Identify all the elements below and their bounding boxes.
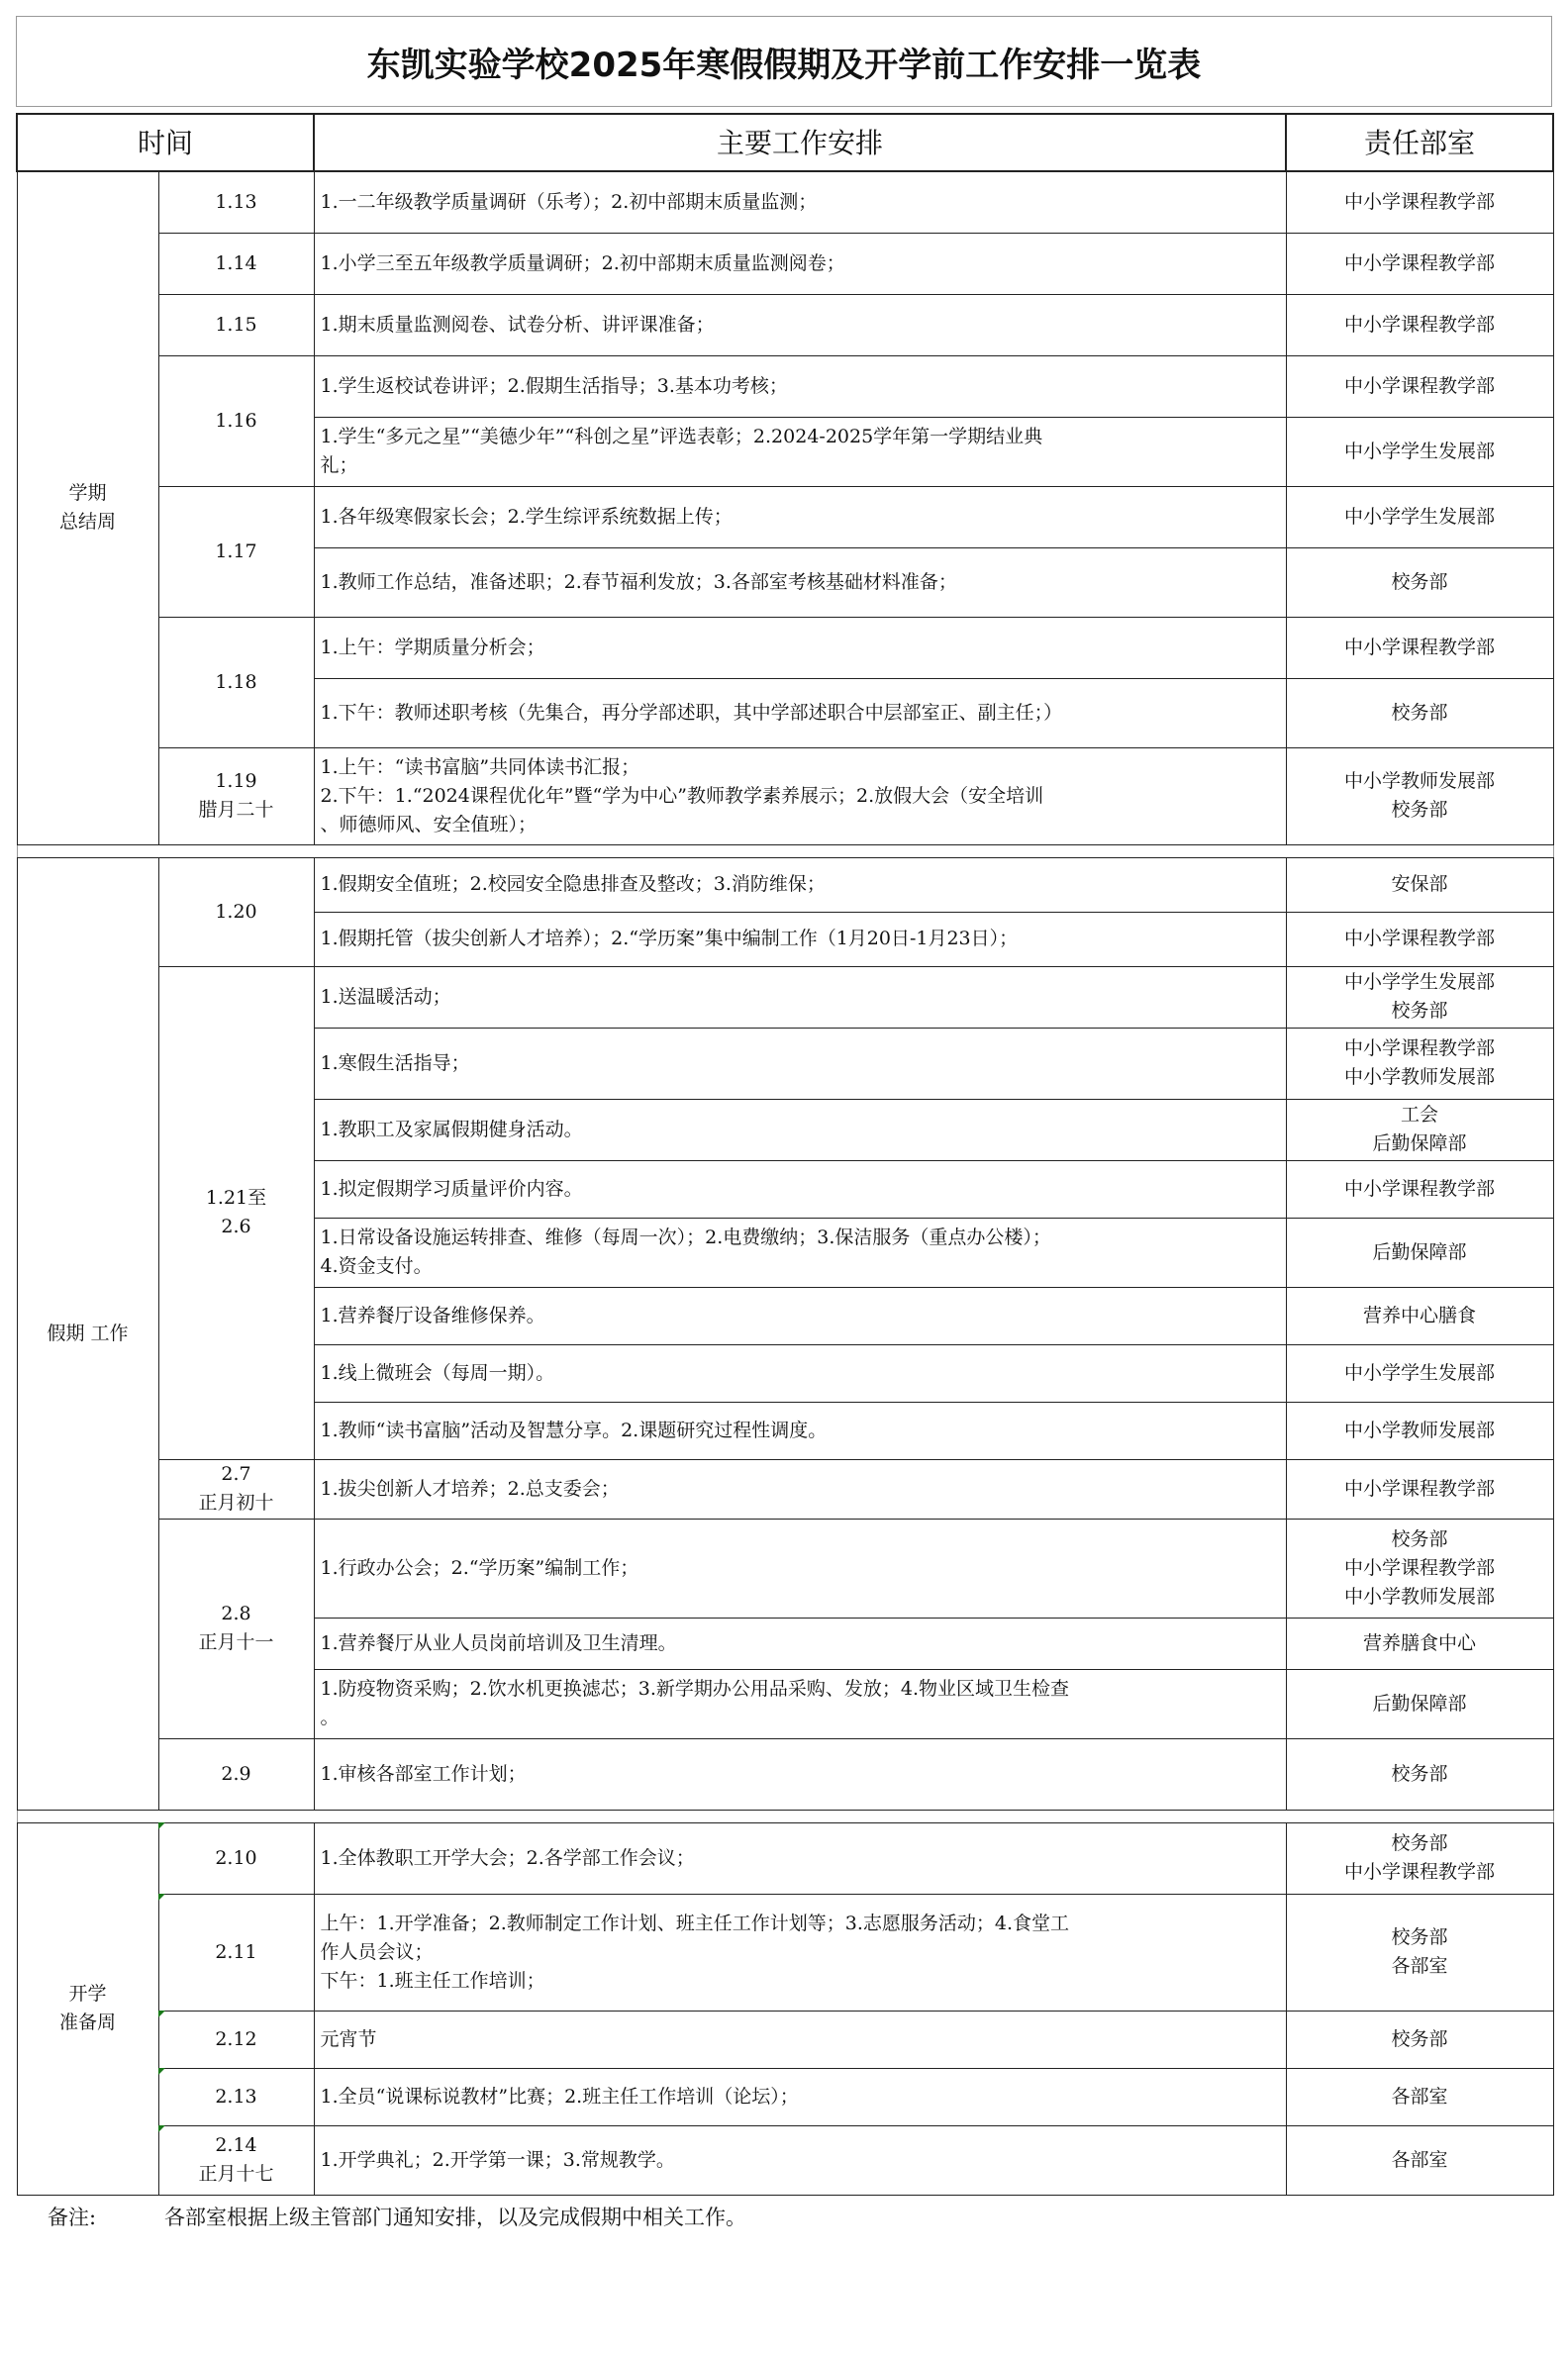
- date-cell: [158, 2011, 314, 2068]
- dept-cell: [1286, 747, 1553, 844]
- task-cell: [314, 233, 1286, 294]
- dept-cell: [1286, 417, 1553, 486]
- text-line: 1.营养餐厅从业人员岗前培训及卫生清理。: [320, 1631, 677, 1654]
- text-line: 1.小学三至五年级教学质量调研；2.初中部期末质量监测阅卷；: [320, 251, 845, 274]
- text-line: 中小学课程教学部: [1344, 313, 1496, 336]
- text-line: 1.假期安全值班；2.校园安全隐患排查及整改；3.消防维保；: [320, 873, 826, 895]
- task-cell: [314, 1669, 1286, 1738]
- text-line: 正月十七: [198, 2163, 274, 2185]
- text-line: 校务部: [1391, 1832, 1448, 1854]
- text-line: 正月十一: [198, 1631, 274, 1653]
- table-row: [17, 486, 1553, 547]
- text-line: 后勤保障部: [1372, 1692, 1467, 1715]
- task-cell: [314, 2068, 1286, 2125]
- text-line: 1.日常设备设施运转排查、维修（每周一次）；2.电费缴纳；3.保洁服务（重点办公楼）；: [320, 1227, 1051, 1248]
- text-line: 正月初十: [198, 1492, 274, 1514]
- date-cell: [158, 486, 314, 617]
- text-line: 中小学课程教学部: [1344, 636, 1496, 658]
- dept-cell: [1286, 1738, 1553, 1810]
- dept-cell: [1286, 355, 1553, 417]
- table-row: [17, 966, 1553, 1028]
- text-line: 中小学教师发展部: [1344, 1419, 1496, 1441]
- dept-cell: [1286, 171, 1553, 233]
- text-line: 2.10: [215, 1846, 257, 1869]
- dept-cell: [1286, 857, 1553, 912]
- dept-cell: [1286, 1099, 1553, 1160]
- dept-cell: [1286, 912, 1553, 966]
- text-line: 2.下午：1.“2024课程优化年”暨“学为中心”教师教学素养展示；2.放假大会（安全培训: [320, 784, 1044, 807]
- date-cell: [158, 171, 314, 233]
- text-line: 1.20: [215, 900, 257, 923]
- text-line: 后勤保障部: [1372, 1240, 1467, 1263]
- text-line: 假期 工作: [47, 1322, 129, 1344]
- table-row: [17, 294, 1553, 355]
- text-line: 1.17: [215, 540, 257, 562]
- text-line: 营养中心膳食: [1363, 1304, 1477, 1326]
- text-line: 1.14: [215, 251, 257, 274]
- table-row: [17, 1459, 1553, 1519]
- text-line: 各部室: [1391, 2085, 1448, 2108]
- text-line: 1.下午：教师述职考核（先集合，再分学部述职，其中学部述职合中层部室正、副主任；）: [320, 701, 1063, 724]
- date-cell: [158, 1519, 314, 1738]
- task-cell: [314, 857, 1286, 912]
- dept-cell: [1286, 1822, 1553, 1894]
- text-line: 2.7: [221, 1463, 251, 1485]
- task-cell: [314, 1028, 1286, 1099]
- text-line: 1.全员“说课标说教材”比赛；2.班主任工作培训（论坛）；: [320, 2085, 799, 2108]
- text-line: 上午：1.开学准备；2.教师制定工作计划、班主任工作计划等；3.志愿服务活动；4.食堂工: [320, 1912, 1070, 1934]
- text-line: 中小学教师发展部: [1344, 770, 1496, 792]
- dept-cell: [1286, 1669, 1553, 1738]
- text-line: 1.21至: [205, 1187, 267, 1209]
- dept-cell: [1286, 1344, 1553, 1402]
- dept-cell: [1286, 486, 1553, 547]
- text-line: 、师德师风、安全值班）；: [320, 813, 538, 835]
- comment-marker-icon: [158, 2011, 165, 2017]
- text-line: 1.防疫物资采购；2.饮水机更换滤芯；3.新学期办公用品采购、发放；4.物业区域卫生检查: [320, 1678, 1070, 1700]
- text-line: 中小学课程教学部: [1344, 1477, 1496, 1500]
- text-line: 校务部: [1391, 701, 1448, 724]
- task-cell: [314, 747, 1286, 844]
- task-cell: [314, 1402, 1286, 1459]
- task-cell: [314, 1822, 1286, 1894]
- text-line: 1.拔尖创新人才培养；2.总支委会；: [320, 1477, 620, 1500]
- text-line: 1.学生返校试卷讲评；2.假期生活指导；3.基本功考核；: [320, 374, 788, 397]
- task-cell: [314, 1218, 1286, 1287]
- date-cell: [158, 747, 314, 844]
- date-cell: [158, 355, 314, 486]
- text-line: 中小学课程教学部: [1344, 374, 1496, 397]
- text-line: 校务部: [1391, 1000, 1448, 1022]
- text-line: 校务部: [1391, 799, 1448, 821]
- table-row: [17, 1738, 1553, 1810]
- period-label: [17, 171, 158, 844]
- text-line: 中小学学生发展部: [1344, 505, 1496, 528]
- dept-cell: [1286, 966, 1553, 1028]
- task-cell: [314, 486, 1286, 547]
- text-line: 1.送温暖活动；: [320, 985, 451, 1008]
- section-gap: [17, 1810, 1553, 1822]
- dept-cell: [1286, 1618, 1553, 1669]
- text-line: 中小学学生发展部: [1344, 1361, 1496, 1384]
- table-row: [17, 857, 1553, 912]
- task-cell: [314, 171, 1286, 233]
- text-line: 中小学课程教学部: [1344, 1861, 1496, 1883]
- task-cell: [314, 1160, 1286, 1218]
- text-line: 校务部: [1391, 2027, 1448, 2050]
- date-cell: [158, 2068, 314, 2125]
- comment-marker-icon: [158, 1894, 165, 1901]
- dept-cell: [1286, 617, 1553, 678]
- date-cell: [158, 1894, 314, 2011]
- text-line: 校务部: [1391, 1762, 1448, 1785]
- table-row: [17, 355, 1553, 417]
- task-cell: [314, 1618, 1286, 1669]
- comment-marker-icon: [158, 2125, 165, 2132]
- text-line: 1.上午：“读书富脑”共同体读书汇报；: [320, 755, 640, 778]
- dept-cell: [1286, 1218, 1553, 1287]
- text-line: 中小学学生发展部: [1344, 971, 1496, 993]
- text-line: 1.13: [215, 190, 257, 213]
- table-row: [17, 233, 1553, 294]
- date-cell: [158, 966, 314, 1459]
- task-cell: [314, 1099, 1286, 1160]
- text-line: 1.行政办公会；2.“学历案”编制工作；: [320, 1556, 639, 1579]
- text-line: 准备周: [58, 2012, 116, 2033]
- text-line: 2.8: [221, 1603, 251, 1624]
- date-cell: [158, 617, 314, 747]
- text-line: 中小学教师发展部: [1344, 1585, 1496, 1608]
- task-cell: [314, 912, 1286, 966]
- text-line: 元宵节: [320, 2027, 377, 2050]
- date-cell: [158, 1738, 314, 1810]
- table-row: [17, 2011, 1553, 2068]
- text-line: 1.教师“读书富脑”活动及智慧分享。2.课题研究过程性调度。: [320, 1419, 828, 1441]
- text-line: 中小学教师发展部: [1344, 1066, 1496, 1088]
- text-line: 校务部: [1391, 1926, 1448, 1948]
- table-row: [17, 747, 1553, 844]
- task-cell: [314, 2011, 1286, 2068]
- table-row: [17, 1822, 1553, 1894]
- text-line: 中小学课程教学部: [1344, 251, 1496, 274]
- dept-cell: [1286, 1459, 1553, 1519]
- task-cell: [314, 1894, 1286, 2011]
- date-cell: [158, 233, 314, 294]
- date-cell: [158, 1822, 314, 1894]
- task-cell: [314, 2125, 1286, 2195]
- text-line: 1.线上微班会（每周一期）。: [320, 1361, 555, 1384]
- remark-text: 各部室根据上级主管部门通知安排，以及完成假期中相关工作。: [164, 2206, 746, 2229]
- dept-cell: [1286, 2011, 1553, 2068]
- remark-label: 备注:: [48, 2206, 97, 2229]
- dept-cell: [1286, 294, 1553, 355]
- task-cell: [314, 617, 1286, 678]
- dept-cell: [1286, 2125, 1553, 2195]
- text-line: 校务部: [1391, 1527, 1448, 1550]
- task-cell: [314, 1519, 1286, 1618]
- text-line: 安保部: [1391, 873, 1448, 895]
- text-line: 中小学课程教学部: [1344, 1556, 1496, 1579]
- date-cell: [158, 2125, 314, 2195]
- task-cell: [314, 1459, 1286, 1519]
- comment-marker-icon: [158, 2068, 165, 2075]
- comment-marker-icon: [158, 1822, 165, 1829]
- text-line: 1.教师工作总结，准备述职；2.春节福利发放；3.各部室考核基础材料准备；: [320, 570, 957, 593]
- text-line: 1.期末质量监测阅卷、试卷分析、讲评课准备；: [320, 313, 715, 336]
- section-gap: [17, 844, 1553, 857]
- text-line: 作人员会议；: [320, 1940, 434, 1963]
- header-work: 主要工作安排: [314, 114, 1286, 171]
- text-line: 1.全体教职工开学大会；2.各学部工作会议；: [320, 1846, 695, 1869]
- text-line: 1.18: [215, 670, 257, 693]
- text-line: 中小学课程教学部: [1344, 190, 1496, 213]
- text-line: 1.教职工及家属假期健身活动。: [320, 1118, 583, 1140]
- text-line: 1.上午：学期质量分析会；: [320, 636, 545, 658]
- text-line: 中小学课程教学部: [1344, 1037, 1496, 1059]
- task-cell: [314, 547, 1286, 617]
- table-row: [17, 2125, 1553, 2195]
- task-cell: [314, 417, 1286, 486]
- text-line: 学期: [68, 482, 107, 505]
- period-label: [17, 857, 158, 1810]
- date-cell: [158, 294, 314, 355]
- text-line: 1.16: [215, 409, 257, 432]
- text-line: 1.寒假生活指导；: [320, 1051, 470, 1074]
- dept-cell: [1286, 1894, 1553, 2011]
- text-line: 各部室: [1391, 2148, 1448, 2171]
- header-row: [17, 114, 1553, 171]
- text-line: 总结周: [58, 511, 116, 534]
- header-dept: 责任部室: [1286, 114, 1553, 171]
- text-line: 2.9: [221, 1762, 251, 1785]
- page-title: 东凯实验学校2025年寒假假期及开学前工作安排一览表: [16, 16, 1552, 107]
- table-row: [17, 2068, 1553, 2125]
- dept-cell: [1286, 1402, 1553, 1459]
- table-row: [17, 1894, 1553, 2011]
- text-line: 1.各年级寒假家长会；2.学生综评系统数据上传；: [320, 505, 733, 528]
- text-line: 工会: [1401, 1104, 1439, 1126]
- schedule-table: [16, 113, 1554, 2196]
- text-line: 下午：1.班主任工作培训；: [320, 1969, 545, 1992]
- text-line: 2.14: [215, 2134, 257, 2156]
- dept-cell: [1286, 547, 1553, 617]
- text-line: 。: [320, 1707, 340, 1728]
- text-line: 2.12: [215, 2027, 257, 2050]
- table-row: [17, 617, 1553, 678]
- text-line: 2.11: [215, 1940, 257, 1963]
- date-cell: [158, 1459, 314, 1519]
- dept-cell: [1286, 1519, 1553, 1618]
- text-line: 1.营养餐厅设备维修保养。: [320, 1304, 545, 1326]
- task-cell: [314, 355, 1286, 417]
- dept-cell: [1286, 1028, 1553, 1099]
- text-line: 腊月二十: [198, 799, 274, 821]
- text-line: 1.19: [215, 770, 257, 792]
- table-row: [17, 171, 1553, 233]
- text-line: 各部室: [1391, 1955, 1448, 1977]
- task-cell: [314, 1738, 1286, 1810]
- text-line: 中小学学生发展部: [1344, 440, 1496, 462]
- dept-cell: [1286, 1160, 1553, 1218]
- text-line: 中小学课程教学部: [1344, 1177, 1496, 1200]
- text-line: 1.15: [215, 313, 257, 336]
- text-line: 1.审核各部室工作计划；: [320, 1762, 527, 1785]
- date-cell: [158, 857, 314, 966]
- task-cell: [314, 678, 1286, 747]
- text-line: 1.一二年级教学质量调研（乐考）；2.初中部期末质量监测；: [320, 190, 818, 213]
- text-line: 1.拟定假期学习质量评价内容。: [320, 1177, 583, 1200]
- text-line: 2.13: [215, 2085, 257, 2108]
- dept-cell: [1286, 233, 1553, 294]
- text-line: 中小学课程教学部: [1344, 928, 1496, 949]
- dept-cell: [1286, 2068, 1553, 2125]
- dept-cell: [1286, 1287, 1553, 1344]
- text-line: 1.开学典礼；2.开学第一课；3.常规教学。: [320, 2148, 675, 2171]
- text-line: 1.学生“多元之星”“美德少年”“科创之星”评选表彰；2.2024-2025学年第一学期结业典: [320, 426, 1043, 447]
- task-cell: [314, 1344, 1286, 1402]
- dept-cell: [1286, 678, 1553, 747]
- text-line: 4.资金支付。: [320, 1255, 433, 1277]
- text-line: 1.假期托管（拔尖创新人才培养）；2.“学历案”集中编制工作（1月20日-1月23日）；: [320, 928, 1019, 949]
- text-line: 校务部: [1391, 570, 1448, 593]
- task-cell: [314, 294, 1286, 355]
- text-line: 开学: [68, 1983, 107, 2005]
- text-line: 礼；: [320, 454, 358, 476]
- text-line: 营养膳食中心: [1363, 1631, 1477, 1654]
- task-cell: [314, 1287, 1286, 1344]
- period-label: [17, 1822, 158, 2195]
- task-cell: [314, 966, 1286, 1028]
- text-line: 2.6: [221, 1216, 251, 1237]
- table-row: [17, 1519, 1553, 1618]
- text-line: 后勤保障部: [1372, 1132, 1467, 1154]
- header-time: 时间: [17, 114, 314, 171]
